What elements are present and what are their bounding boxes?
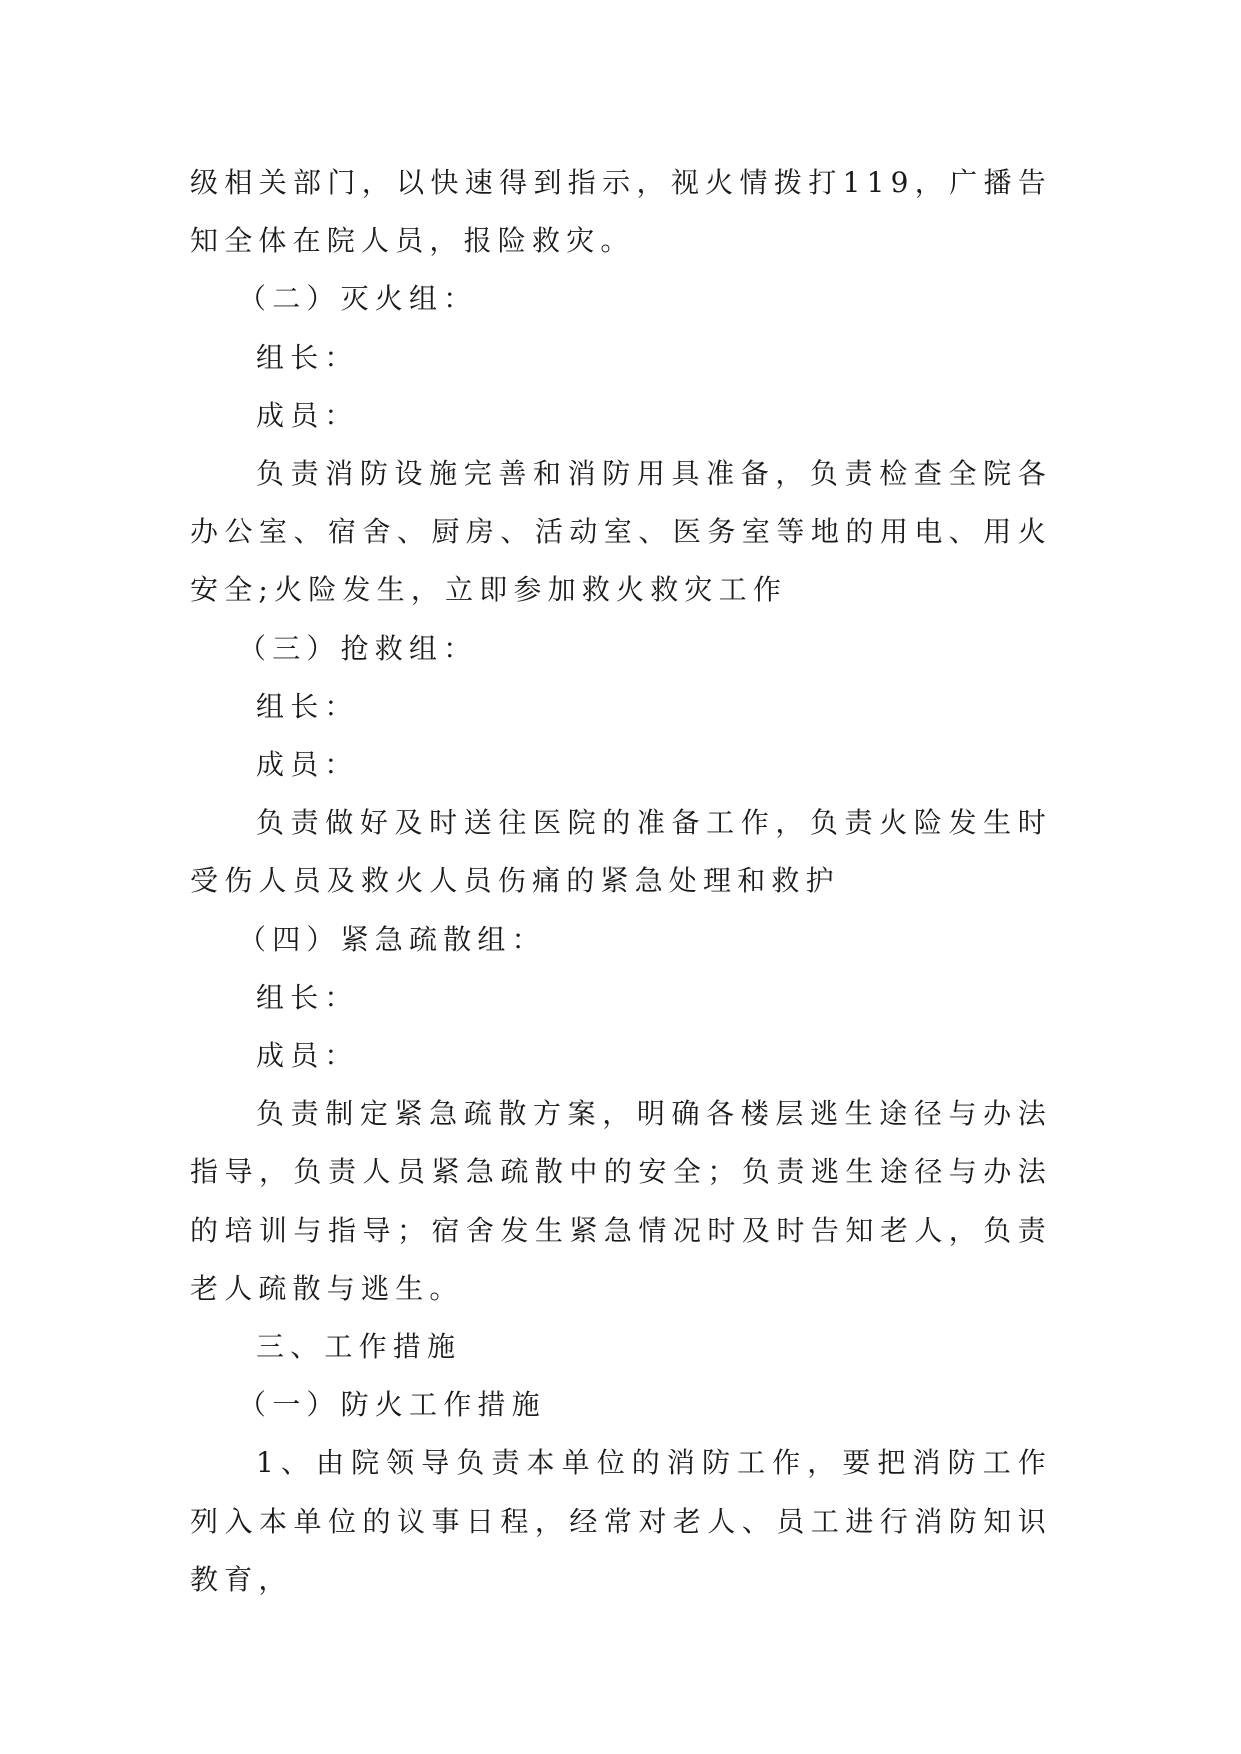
firefighting-group-leader: 组长：: [256, 340, 359, 374]
firefighting-group-members: 成员：: [256, 398, 359, 432]
evacuation-group-members: 成员：: [256, 1039, 359, 1073]
paragraph-notify-continuation: 级相关部门，以快速得到指示，视火情拨打119，广播告知全体在院人员，报险救灾。: [190, 166, 1052, 258]
heading-fire-prevention-measures: （一）防火工作措施: [238, 1388, 546, 1422]
document-body: [190, 154, 1052, 1609]
heading-work-measures: 三、工作措施: [256, 1330, 462, 1364]
measure-item-1: 1、由院领导负责本单位的消防工作，要把消防工作列入本单位的议事日程，经常对老人、员工进行消防知识教育，: [190, 1446, 1052, 1596]
firefighting-group-duties: 负责消防设施完善和消防用具准备，负责检查全院各办公室、宿舍、厨房、活动室、医务室等地的用电、用火安全;火险发生，立即参加救火救灾工作: [190, 457, 1052, 607]
heading-rescue-group: （三）抢救组：: [238, 631, 478, 665]
evacuation-group-duties: 负责制定紧急疏散方案，明确各楼层逃生途径与办法指导，负责人员紧急疏散中的安全；负责逃生途径与办法的培训与指导；宿舍发生紧急情况时及时告知老人，负责老人疏散与逃生。: [190, 1097, 1052, 1305]
rescue-group-duties: 负责做好及时送往医院的准备工作，负责火险发生时受伤人员及救火人员伤痛的紧急处理和救护: [190, 806, 1052, 898]
evacuation-group-leader: 组长：: [256, 980, 359, 1014]
rescue-group-leader: 组长：: [256, 689, 359, 723]
heading-firefighting-group: （二）灭火组：: [238, 282, 478, 316]
heading-evacuation-group: （四）紧急疏散组：: [238, 922, 546, 956]
rescue-group-members: 成员：: [256, 748, 359, 782]
